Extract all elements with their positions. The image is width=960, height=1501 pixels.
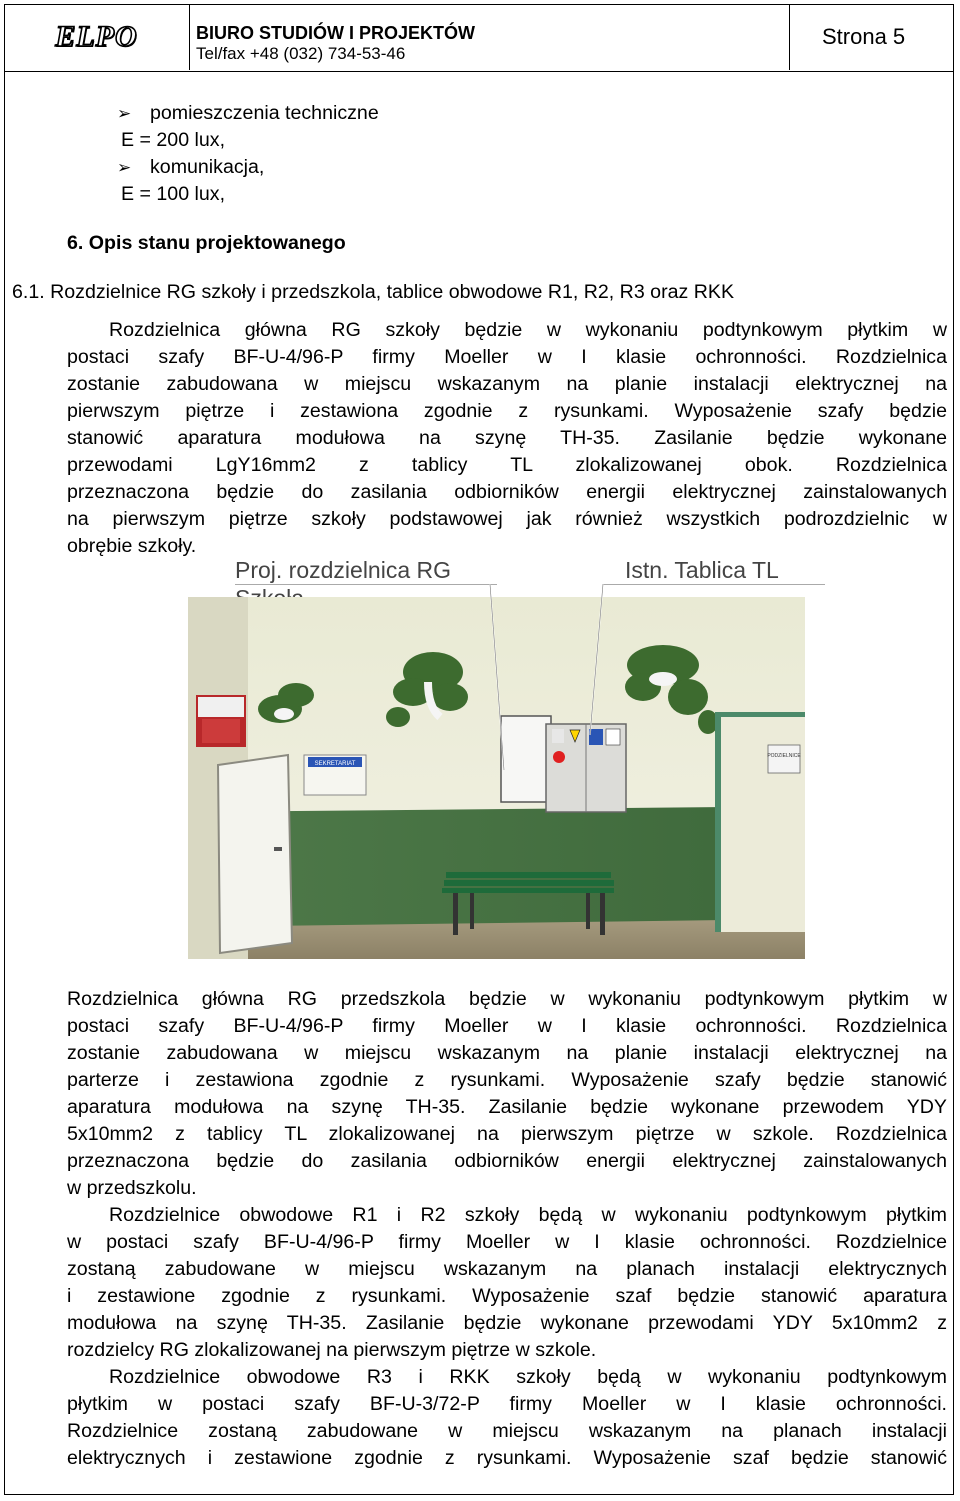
company-logo: ELPO [55, 20, 138, 53]
callout-underline [603, 584, 825, 585]
bullet-item: komunikacja, [150, 156, 265, 178]
page-header [4, 4, 954, 72]
company-cell [190, 4, 790, 70]
bullet-detail: E = 100 lux, [121, 183, 226, 205]
corridor-photo [188, 597, 805, 959]
paragraph-rg-przedszkole: Rozdzielnica główna RG przedszkola będzie w wykonaniu podtynkowym płytkim w postaci szafy BF-U-4/96-P firmy Moeller w I klasie ochronności. Rozdzielnica zostanie zabudowana w miejscu wskazanym na planie instalacji elektrycznej na parterze i zestawiona zgodnie z rysunkami. Wyposażenie szafy będzie stanowić aparatura modułowa na szynę TH-35. Zasilanie będzie wykonane przewodem YDY 5x10mm2 z tablicy TL zlokalizowanej na pierwszym piętrze w szkole. Rozdzielnica przeznaczona będzie do zasilania odbiorników energii elektrycznej zainstalowanych w przedszkolu. [67, 988, 947, 1199]
paragraph-rg-szkola: Rozdzielnica główna RG szkoły będzie w wykonaniu podtynkowym płytkim w postaci szafy BF-U-4/96-P firmy Moeller w I klasie ochronności. Rozdzielnica zostanie zabudowana w miejscu wskazanym na planie instalacji elektrycznej na pierwszym piętrze i zestawiona zgodnie z rysunkami. Wyposażenie szafy będzie stanowić aparatura modułowa na szynę TH-35. Zasilanie będzie wykonane przewodami LgY16mm2 z tablicy TL zlokalizowanej obok. Rozdzielnica przeznaczona będzie do zasilania odbiorników energii elektrycznej zainstalowanych na pierwszym piętrze szkoły podstawowej jak również wszystkich podrozdzielnic w obrębie szkoły. [67, 319, 947, 557]
logo-cell [4, 4, 190, 70]
callout-proj-rg: Proj. rozdzielnica RG [235, 557, 452, 583]
callout-underline [235, 584, 497, 585]
company-name: BIURO STUDIÓW I PROJEKTÓW [196, 23, 475, 43]
page-number: Strona 5 [822, 24, 906, 49]
arrow-bullet-icon: ➢ [117, 158, 132, 177]
company-contact: Tel/fax +48 (032) 734-53-46 [196, 44, 406, 63]
callout-istn-tl: Istn. Tablica TL [625, 557, 779, 583]
door-sign-text: SEKRETARIAT [314, 761, 356, 767]
photo-illustration [188, 597, 805, 959]
bullet-detail: E = 200 lux, [121, 129, 226, 151]
paragraph-r1-r2: Rozdzielnice obwodowe R1 i R2 szkoły będą w wykonaniu podtynkowym płytkim w postaci szafy BF-U-4/96-P firmy Moeller w I klasie ochronności. Rozdzielnice zostaną zabudowane w miejscu wskazanym na planach instalacji elektrycznych i zestawione zgodnie z rysunkami. Wyposażenie szaf będzie stanowić aparatura modułowa na szynę TH-35. Zasilanie będzie wykonane przewodami YDY 5x10mm2 z rozdzielcy RG zlokalizowanej na pierwszym piętrze w szkole. [67, 1204, 947, 1361]
section-heading: 6. Opis stanu projektowanego [67, 232, 346, 254]
subsection-heading: 6.1. Rozdzielnice RG szkoły i przedszkola, tablice obwodowe R1, R2, R3 oraz RKK [12, 281, 735, 303]
room-sign-text: PODZIELNICE [767, 753, 801, 759]
bullet-item: pomieszczenia techniczne [150, 102, 379, 124]
page-number-cell [790, 4, 952, 70]
arrow-bullet-icon: ➢ [117, 104, 132, 123]
paragraph-r3-rkk: Rozdzielnice obwodowe R3 i RKK szkoły będą w wykonaniu podtynkowym płytkim w postaci szafy BF-U-3/72-P firmy Moeller w I klasie ochronności. Rozdzielnice zostaną zabudowane w miejscu wskazanym na planach instalacji elektrycznych i zestawione zgodnie z rysunkami. Wyposażenie szaf będzie stanowić [67, 1366, 947, 1469]
